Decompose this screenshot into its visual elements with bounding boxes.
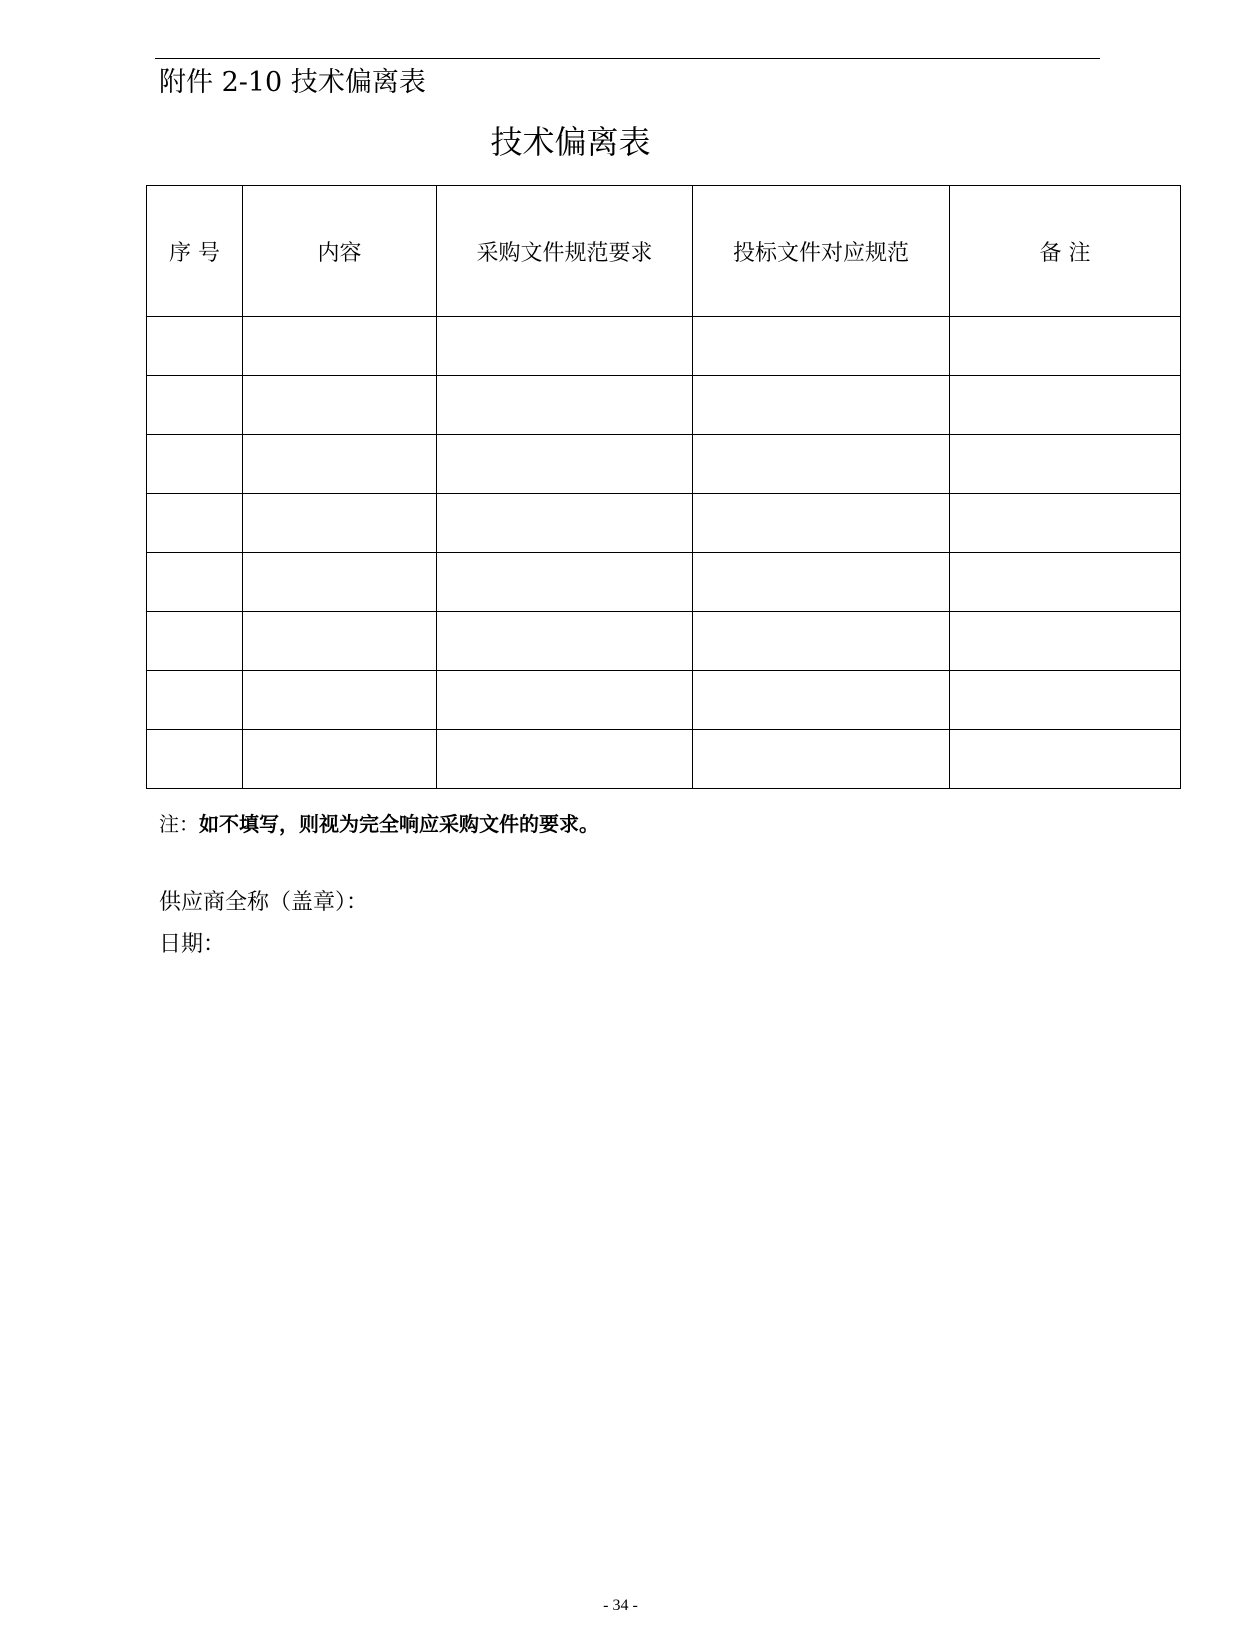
table-cell bbox=[950, 494, 1181, 553]
table-row bbox=[147, 494, 1181, 553]
table-cell bbox=[693, 612, 950, 671]
table-cell bbox=[243, 612, 437, 671]
table-cell bbox=[950, 730, 1181, 789]
page-number: - 34 - bbox=[603, 1597, 638, 1614]
table-cell bbox=[437, 435, 693, 494]
table-cell bbox=[437, 494, 693, 553]
header-remark: 备 注 bbox=[950, 186, 1181, 317]
table-cell bbox=[693, 730, 950, 789]
note-prefix: 注： bbox=[159, 812, 199, 836]
table-cell bbox=[693, 553, 950, 612]
table-cell bbox=[693, 317, 950, 376]
header-bid-specification: 投标文件对应规范 bbox=[693, 186, 950, 317]
table-cell bbox=[147, 553, 243, 612]
table-cell bbox=[693, 671, 950, 730]
table-cell bbox=[437, 553, 693, 612]
table-cell bbox=[147, 317, 243, 376]
supplier-name-label: 供应商全称（盖章）： bbox=[159, 890, 369, 915]
table-cell bbox=[950, 435, 1181, 494]
header-content: 内容 bbox=[243, 186, 437, 317]
table-cell bbox=[147, 376, 243, 435]
table-row bbox=[147, 730, 1181, 789]
header-procurement-requirement: 采购文件规范要求 bbox=[437, 186, 693, 317]
deviation-table bbox=[146, 185, 1181, 789]
table-header-row bbox=[147, 186, 1181, 317]
table-cell bbox=[693, 494, 950, 553]
page-title: 技术偏离表 bbox=[490, 123, 651, 161]
note-body: 如不填写，则视为完全响应采购文件的要求。 bbox=[199, 812, 599, 836]
table-row bbox=[147, 376, 1181, 435]
table-cell bbox=[147, 494, 243, 553]
table-cell bbox=[950, 671, 1181, 730]
table-cell bbox=[437, 612, 693, 671]
table-row bbox=[147, 435, 1181, 494]
table-cell bbox=[243, 730, 437, 789]
table-note bbox=[159, 810, 599, 838]
table-cell bbox=[243, 435, 437, 494]
table-cell bbox=[147, 435, 243, 494]
table-cell bbox=[243, 553, 437, 612]
table-cell bbox=[437, 376, 693, 435]
table-cell bbox=[950, 612, 1181, 671]
table-cell bbox=[147, 612, 243, 671]
table-row bbox=[147, 317, 1181, 376]
attachment-label: 附件 2-10 技术偏离表 bbox=[159, 67, 426, 98]
table-row bbox=[147, 612, 1181, 671]
table-row bbox=[147, 553, 1181, 612]
table-cell bbox=[147, 730, 243, 789]
table-cell bbox=[437, 730, 693, 789]
table-cell bbox=[147, 671, 243, 730]
header-seq: 序 号 bbox=[147, 186, 243, 317]
table-cell bbox=[693, 435, 950, 494]
table-cell bbox=[243, 494, 437, 553]
table-cell bbox=[950, 376, 1181, 435]
table-cell bbox=[437, 317, 693, 376]
table-cell bbox=[950, 317, 1181, 376]
table-row bbox=[147, 671, 1181, 730]
table-cell bbox=[243, 671, 437, 730]
date-label: 日期： bbox=[159, 932, 226, 957]
table-cell bbox=[950, 553, 1181, 612]
header-rule bbox=[155, 58, 1100, 59]
table-cell bbox=[693, 376, 950, 435]
table-cell bbox=[437, 671, 693, 730]
table-cell bbox=[243, 317, 437, 376]
table-cell bbox=[243, 376, 437, 435]
